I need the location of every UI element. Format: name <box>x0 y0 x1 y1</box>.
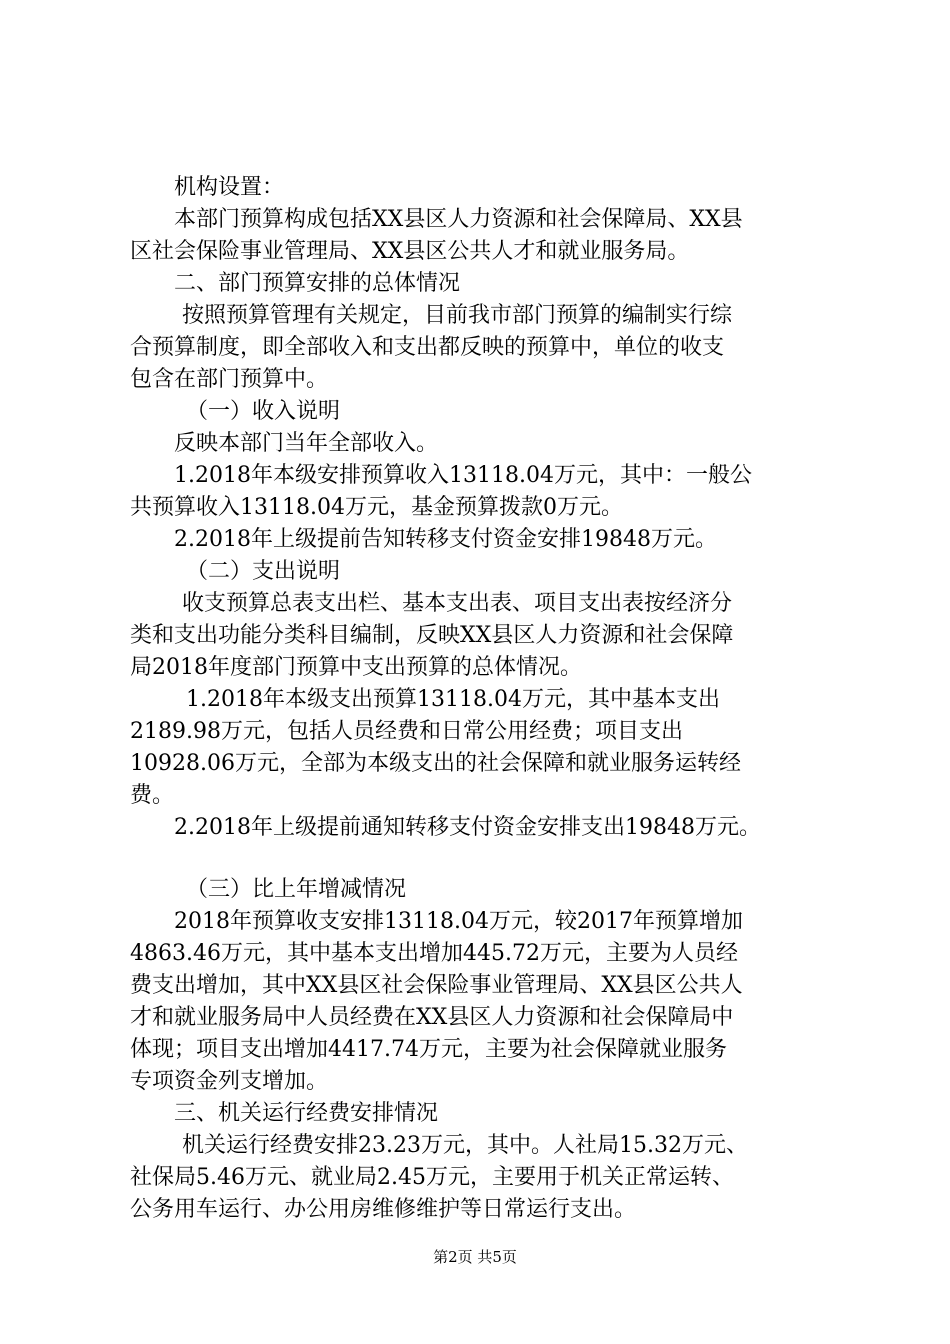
text-line: 1.2018年本级安排预算收入13118.04万元，其中：一般公 <box>174 463 752 488</box>
paragraph-gap <box>130 844 850 874</box>
text-line: 包含在部门预算中。 <box>130 367 329 392</box>
text-line: 区社会保险事业管理局、XX县区公共人才和就业服务局。 <box>130 239 690 264</box>
text-line: 2189.98万元，包括人员经费和日常公用经费；项目支出 <box>130 719 683 744</box>
subsection-heading: （二）支出说明 <box>186 559 341 584</box>
text-line: 2.2018年上级提前告知转移支付资金安排19848万元。 <box>174 527 717 552</box>
text-line: 本部门预算构成包括XX县区人力资源和社会保障局、XX县 <box>174 207 743 232</box>
text-line: 4863.46万元，其中基本支出增加445.72万元，主要为人员经 <box>130 941 738 966</box>
page-number-footer: 第2页 共5页 <box>433 1248 517 1266</box>
text-line: 体现；项目支出增加4417.74万元，主要为社会保障就业服务 <box>130 1037 727 1062</box>
text-line: 2018年预算收支安排13118.04万元，较2017年预算增加 <box>174 909 743 934</box>
text-line: 机关运行经费安排23.23万元，其中。人社局15.32万元、 <box>182 1133 748 1158</box>
text-line: 公务用车运行、办公用房维修维护等日常运行支出。 <box>130 1197 637 1222</box>
text-line: 类和支出功能分类科目编制，反映XX县区人力资源和社会保障 <box>130 623 734 648</box>
text-line: 费支出增加，其中XX县区社会保险事业管理局、XX县区公共人 <box>130 973 743 998</box>
subsection-heading: （一）收入说明 <box>186 399 341 424</box>
text-line: 反映本部门当年全部收入。 <box>174 431 439 456</box>
text-line: 才和就业服务局中人员经费在XX县区人力资源和社会保障局中 <box>130 1005 734 1030</box>
text-line: 费。 <box>130 783 175 808</box>
section-heading: 三、机关运行经费安排情况 <box>174 1101 439 1126</box>
text-line: 10928.06万元，全部为本级支出的社会保障和就业服务运转经 <box>130 751 741 776</box>
text-line: 共预算收入13118.04万元，基金预算拨款0万元。 <box>130 495 623 520</box>
text-line: 机构设置： <box>174 175 285 200</box>
document-body <box>130 172 850 1226</box>
text-line: 1.2018年本级支出预算13118.04万元，其中基本支出 <box>186 687 720 712</box>
text-line: 专项资金列支增加。 <box>130 1069 329 1094</box>
text-line: 2.2018年上级提前通知转移支付资金安排支出19848万元。 <box>174 815 761 840</box>
text-line: 收支预算总表支出栏、基本支出表、项目支出表按经济分 <box>182 591 733 616</box>
text-line: 局2018年度部门预算中支出预算的总体情况。 <box>130 655 582 680</box>
text-line: 按照预算管理有关规定，目前我市部门预算的编制实行综 <box>182 303 733 328</box>
text-line: 合预算制度，即全部收入和支出都反映的预算中，单位的收支 <box>130 335 725 360</box>
subsection-heading: （三）比上年增减情况 <box>186 877 407 902</box>
section-heading: 二、部门预算安排的总体情况 <box>174 271 461 296</box>
text-line: 社保局5.46万元、就业局2.45万元，主要用于机关正常运转、 <box>130 1165 734 1190</box>
